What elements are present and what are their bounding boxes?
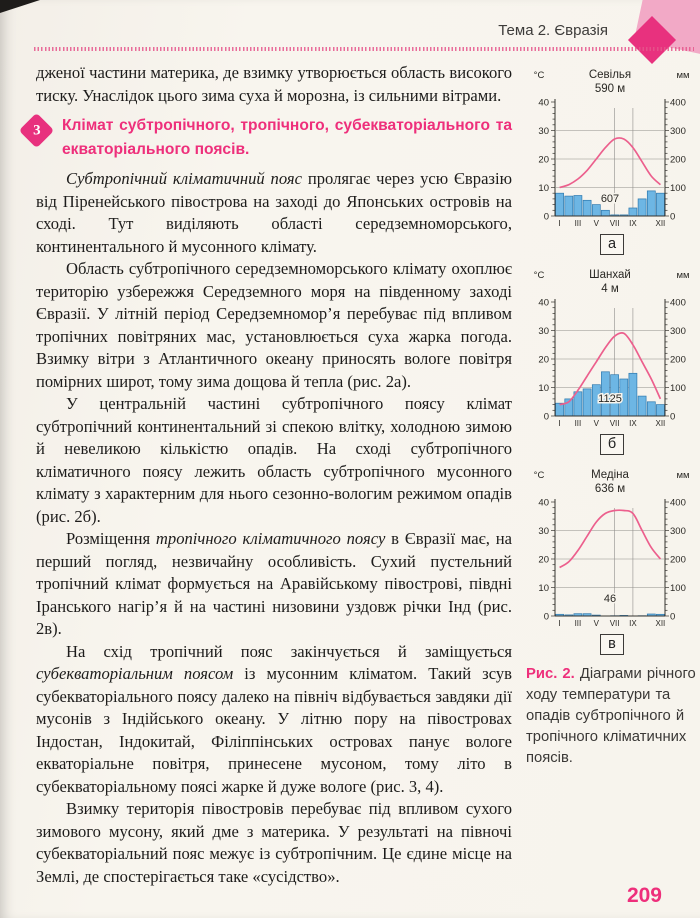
paragraph: У центральній частині субтропічного поясу клімат субтропічний континентальний зі спекою влітку, холодною зимою й невеликою кількістю опадів. На сході субтропічного кліматичного поясу лежить область субтропічного мусонного клімату з характерним для нього сезонно-вологим режимом опадів (рис. 2б). — [36, 394, 512, 526]
svg-text:VII: VII — [609, 219, 620, 228]
svg-text:30: 30 — [538, 526, 549, 537]
section-number-badge — [19, 113, 54, 148]
svg-text:40: 40 — [538, 297, 549, 309]
intro-text — [36, 62, 512, 107]
svg-text:0: 0 — [670, 211, 676, 223]
svg-text:100: 100 — [670, 583, 686, 594]
svg-text:400: 400 — [670, 297, 686, 309]
svg-text:200: 200 — [670, 354, 686, 366]
figure-caption-text: Діаграми річного ходу температури та опадів субтропічного й тропічного кліматичних поясів. — [526, 666, 696, 766]
svg-text:I: I — [558, 619, 561, 628]
station-name: Медіна — [591, 469, 629, 481]
paragraph: Взимку територія півостровів перебуває під впливом сухого зимового мусону, який дме з материка. У результаті на півночі субекваторіальний пояс межує із субтропічним. Це єдине місце на Землі, де спостерігається таке «сусідство». — [36, 799, 512, 886]
scan-artifact — [0, 0, 40, 13]
svg-text:100: 100 — [670, 183, 686, 194]
svg-text:20: 20 — [538, 554, 549, 566]
svg-text:300: 300 — [670, 526, 686, 537]
figure-letter-a: а — [600, 234, 624, 255]
section-number: 3 — [32, 122, 41, 139]
figure-column — [526, 64, 698, 888]
figure-caption — [526, 664, 698, 769]
figure-letter-b: б — [600, 434, 624, 455]
svg-text:IX: IX — [629, 619, 637, 628]
svg-text:400: 400 — [670, 497, 686, 509]
svg-text:0: 0 — [543, 411, 549, 423]
svg-text:мм: мм — [676, 270, 690, 281]
climate-diagram-medina — [526, 464, 698, 655]
svg-text:III: III — [574, 419, 582, 428]
svg-text:40: 40 — [538, 497, 549, 509]
svg-text:°C: °C — [533, 70, 545, 81]
svg-text:V: V — [593, 619, 599, 628]
svg-text:мм: мм — [676, 470, 690, 481]
svg-text:300: 300 — [670, 326, 686, 337]
svg-text:10: 10 — [538, 183, 549, 194]
figure-letter-v: в — [600, 634, 624, 655]
temperature-curve — [560, 138, 661, 188]
section-heading — [24, 114, 512, 162]
svg-text:мм: мм — [676, 70, 690, 81]
svg-text:300: 300 — [670, 126, 686, 137]
svg-text:°C: °C — [533, 470, 545, 481]
svg-text:200: 200 — [670, 154, 686, 166]
page-number: 209 — [626, 884, 662, 907]
body-text-column — [32, 62, 512, 888]
climate-diagram-shanghai — [526, 264, 698, 455]
annual-precip-total: 607 — [600, 193, 620, 205]
paragraph: На схід тропічний пояс закінчується й заміщується субекваторіальним поясом із мусонним кліматом. Такий зсув субекваторіального поясу далеко на північ відбувається завдяки дії мусонів з Індійського океану. У літню пору на півостровах Індостан, Індокитай, Філіппінських островах панує вологе екваторіальне повітря, принесене мусоном, тому літо в субекваторіальному поясі жарке й дуже вологе (рис. 3, 4). — [36, 641, 512, 796]
section-title: Клімат субтропічного, тропічного, субекваторіального та екваторіального поясів. — [62, 117, 512, 158]
svg-text:10: 10 — [538, 583, 549, 594]
svg-text:20: 20 — [538, 354, 549, 366]
station-elevation: 4 м — [601, 283, 619, 295]
svg-text:20: 20 — [538, 154, 549, 166]
svg-text:VII: VII — [609, 619, 620, 628]
svg-text:30: 30 — [538, 126, 549, 137]
svg-text:IX: IX — [629, 419, 637, 428]
svg-text:I: I — [558, 219, 561, 228]
svg-text:0: 0 — [543, 611, 549, 623]
svg-text:XII: XII — [655, 619, 666, 628]
station-name: Шанхай — [589, 269, 631, 281]
svg-text:V: V — [593, 219, 599, 228]
svg-text:100: 100 — [670, 383, 686, 394]
paragraph: Область субтропічного середземноморського клімату охоплює територію узбережжя Середземного моря на південному заході Євразії. У літній період Середземномор’я перебуває під впливом тропічних повітряних мас, установлюється суха жарка погода. Взимку вітри з Атлантичного океану приносять вологе повітря помірних широт, тому зима дощова й тепла (рис. 2а). — [36, 259, 512, 391]
body-text — [36, 168, 512, 888]
svg-text:30: 30 — [538, 326, 549, 337]
annual-precip-total: 46 — [603, 593, 617, 605]
paragraph: Субтропічний кліматичний пояс пролягає через усю Євразію від Піренейського півострова на заході до Японських островів на сході. Тут виділяють області середземноморського, континентального й мусонного клімату. — [36, 169, 512, 256]
page-content — [32, 62, 698, 888]
station-elevation: 590 м — [594, 83, 626, 95]
svg-text:0: 0 — [543, 211, 549, 223]
svg-text:0: 0 — [670, 611, 676, 623]
svg-text:I: I — [558, 419, 561, 428]
station-name: Севілья — [588, 69, 632, 81]
figure-caption-label: Рис. 2. — [526, 666, 575, 682]
paragraph: дженої частини материка, де взимку утворюється область високого тиску. Унаслідок цього зима суха й морозна, із сильними вітрами. — [36, 63, 512, 105]
header-rule — [34, 47, 694, 51]
svg-text:III: III — [574, 619, 582, 628]
svg-text:V: V — [593, 419, 599, 428]
station-elevation: 636 м — [594, 483, 626, 495]
svg-text:III: III — [574, 219, 582, 228]
svg-text:400: 400 — [670, 97, 686, 109]
annual-precip-total: 1125 — [598, 393, 622, 405]
svg-text:0: 0 — [670, 411, 676, 423]
climate-diagram-sevilla — [526, 64, 698, 255]
climate-chart-medina — [526, 464, 698, 632]
svg-text:XII: XII — [655, 419, 666, 428]
climate-chart-sevilla — [526, 64, 698, 232]
running-header: Тема 2. Євразія — [498, 22, 608, 39]
svg-text:10: 10 — [538, 383, 549, 394]
svg-text:40: 40 — [538, 97, 549, 109]
svg-text:°C: °C — [533, 270, 545, 281]
svg-text:VII: VII — [609, 419, 620, 428]
svg-text:XII: XII — [655, 219, 666, 228]
svg-text:IX: IX — [629, 219, 637, 228]
climate-chart-shanghai — [526, 264, 698, 432]
svg-text:200: 200 — [670, 554, 686, 566]
paragraph: Розміщення тропічного кліматичного поясу в Євразії має, на перший погляд, незвичайну особливість. Сухий пустельний тропічний клімат формується на Аравійському півострові, півдні Іранського нагір’я й на частині низовини уздовж річки Інд (рис. 2в). — [36, 529, 512, 638]
